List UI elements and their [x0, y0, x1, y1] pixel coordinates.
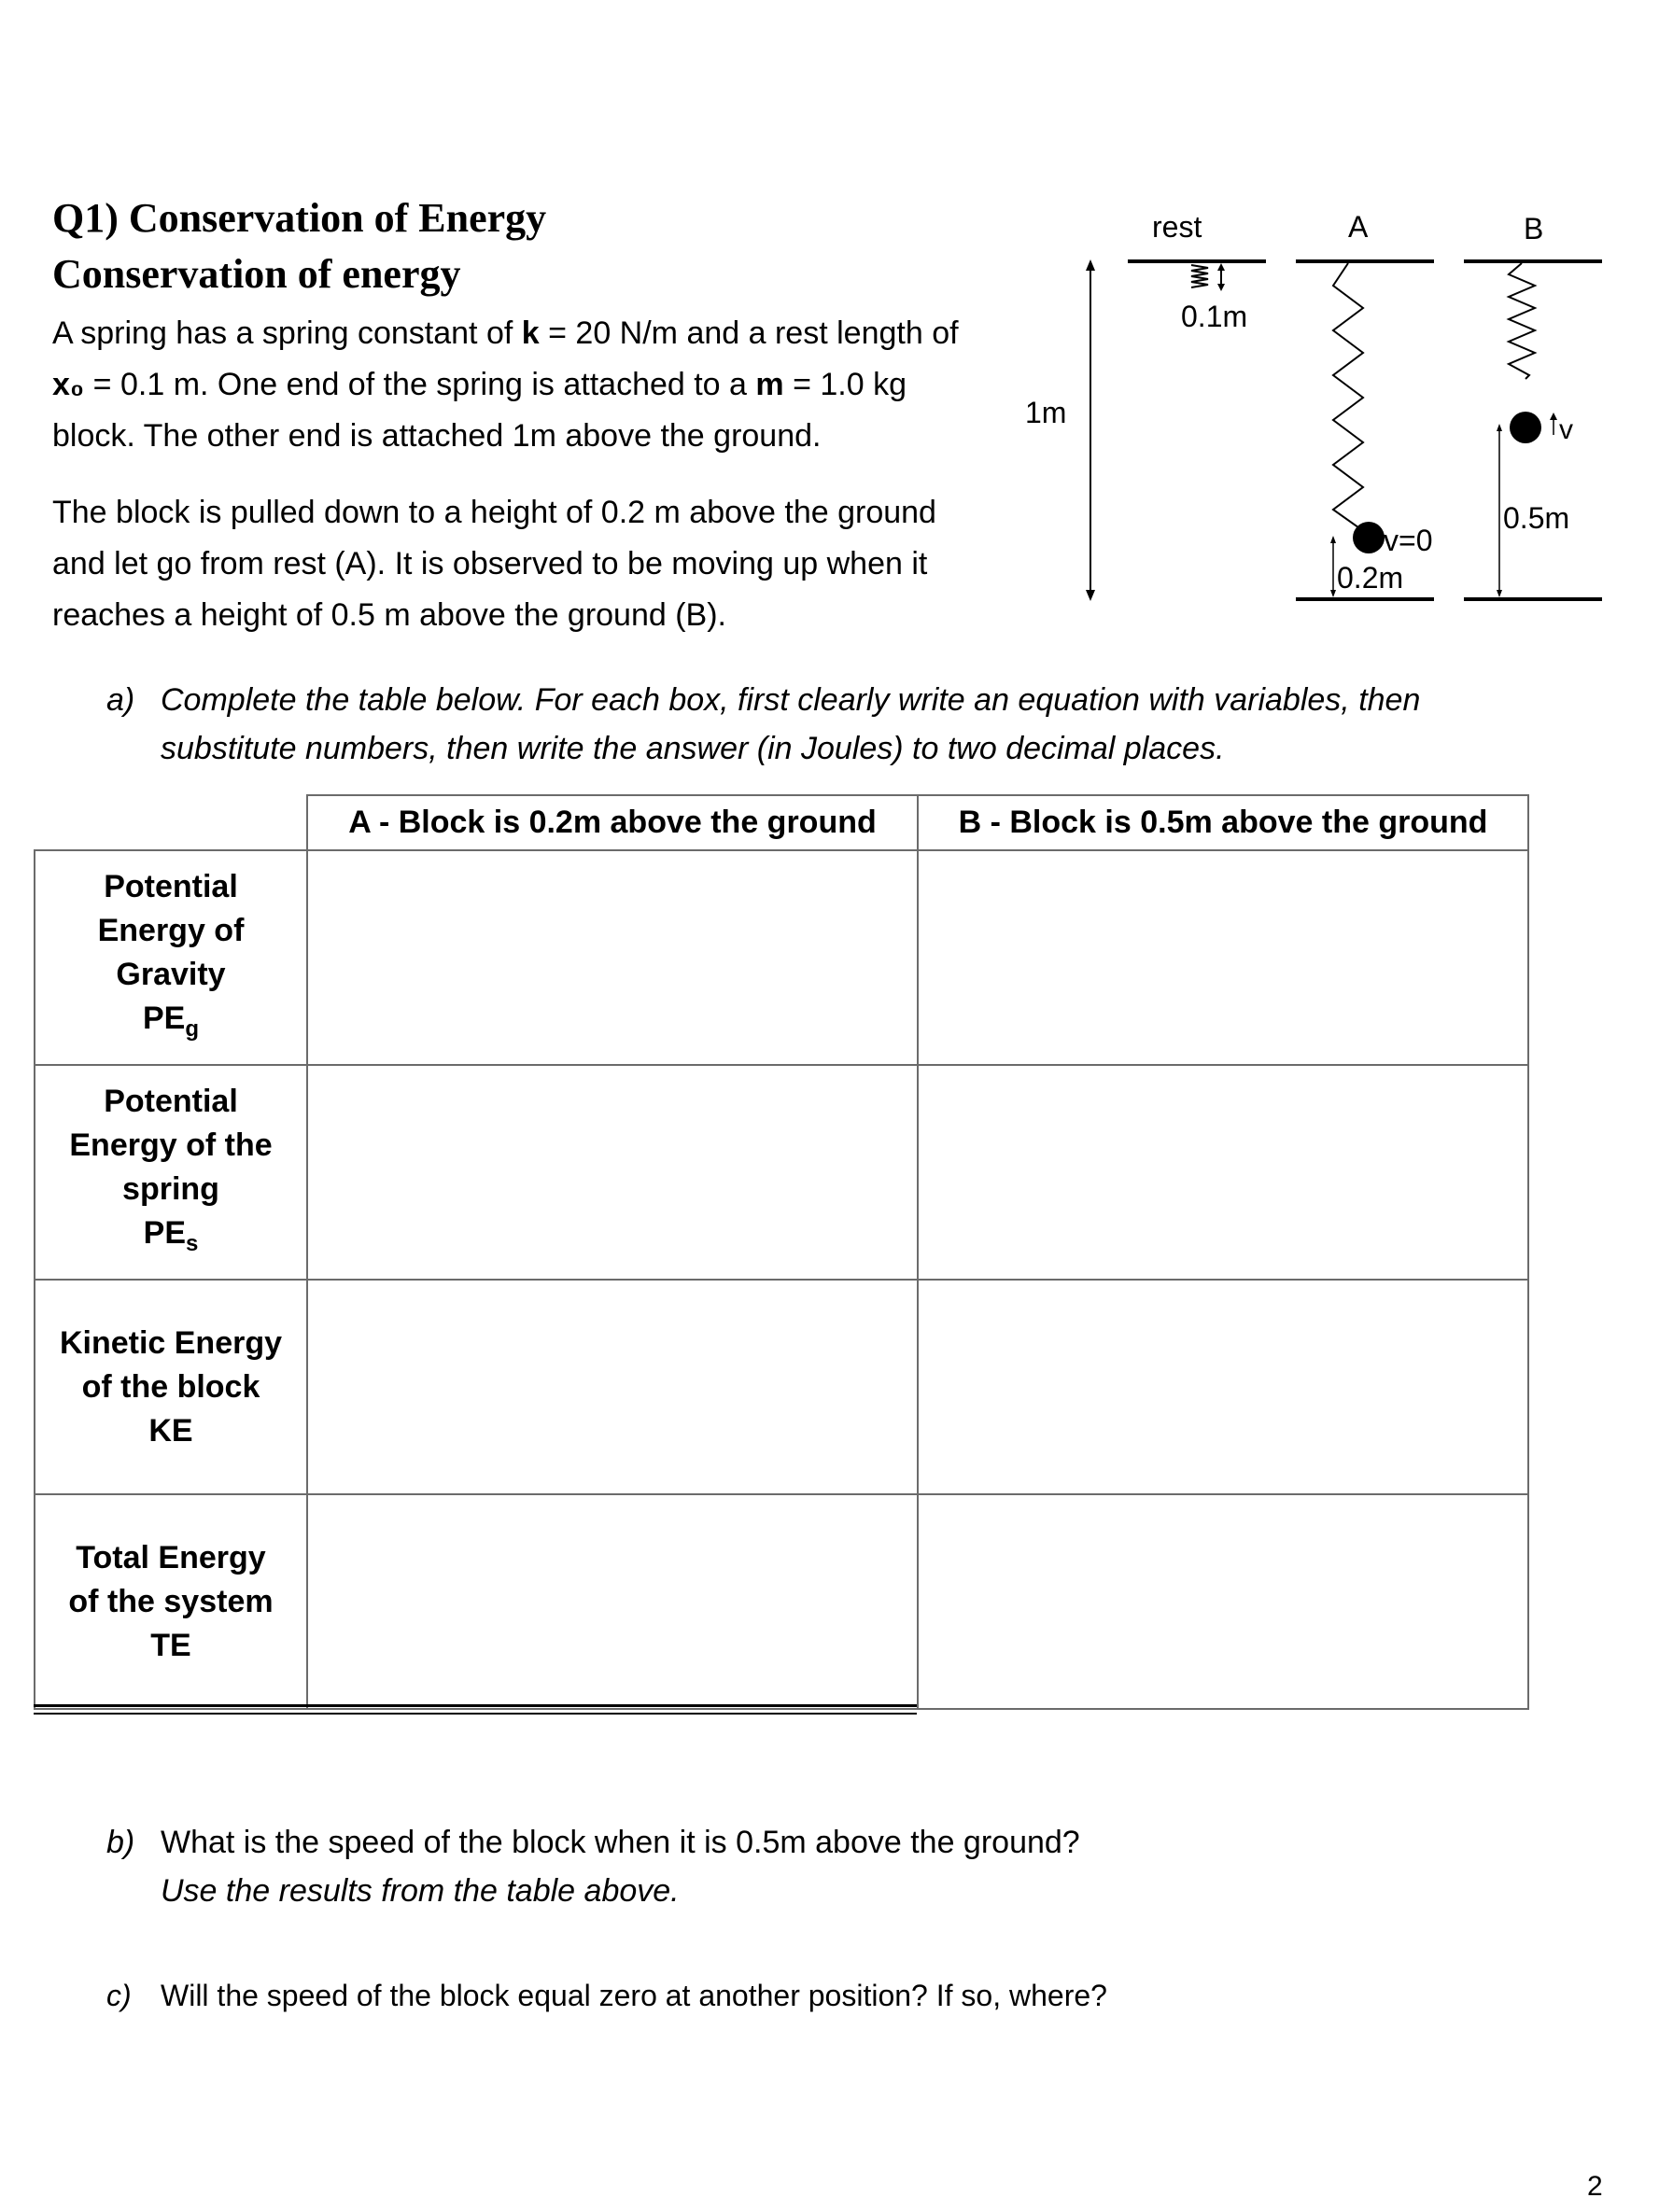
answer-box-ke-b[interactable]	[918, 1280, 1528, 1494]
part-b-question	[106, 1818, 1080, 1915]
row-header-line: Potential	[104, 868, 238, 904]
b-block	[1510, 412, 1541, 443]
answer-box-te-b[interactable]	[918, 1494, 1528, 1709]
row-header-line: of the block	[81, 1368, 260, 1405]
rest-length-label: 0.1m	[1181, 300, 1248, 333]
x0-symbol: x₀	[52, 367, 85, 402]
row-header-line: Gravity	[116, 956, 226, 992]
page-number: 2	[1587, 2171, 1603, 2202]
row-header-line: Energy of the	[69, 1127, 273, 1163]
table-header-row	[35, 795, 1528, 850]
a-height-label: 0.2m	[1337, 561, 1404, 595]
b-height-label: 0.5m	[1503, 501, 1570, 535]
a-height-arrow-bottom	[1330, 590, 1336, 597]
section-subtitle: Conservation of energy	[52, 251, 461, 297]
part-b-text-2: Use the results from the table above.	[161, 1873, 680, 1909]
table-row-peg	[35, 850, 1528, 1065]
column-header-a: A - Block is 0.2m above the ground	[307, 795, 918, 850]
column-header-b: B - Block is 0.5m above the ground	[918, 795, 1528, 850]
row-header-line: of the system	[68, 1583, 274, 1619]
part-b-line-1	[106, 1818, 1080, 1867]
part-a-text-1: Complete the table below. For each box, first clearly write an equation with variables, then	[161, 682, 1421, 718]
answer-box-pes-b[interactable]	[918, 1065, 1528, 1280]
b-height-arrow-bottom	[1497, 590, 1502, 597]
table-underline	[34, 1704, 917, 1707]
row-header-line: Energy of	[97, 912, 245, 948]
row-header-line: Potential	[104, 1083, 238, 1119]
a-spring	[1333, 263, 1367, 536]
row-header-line: Total Energy	[76, 1539, 266, 1575]
question-title: Q1) Conservation of Energy	[52, 195, 547, 241]
rest-arrow-down	[1217, 284, 1225, 291]
b-velocity-arrow-head	[1550, 413, 1557, 420]
row-header-line: TE	[150, 1627, 191, 1663]
intro-text-b: = 20 N/m and a rest length of	[539, 315, 959, 351]
part-a-text-2: substitute numbers, then write the answer (in Joules) to two decimal places.	[161, 731, 1225, 766]
k-symbol: k	[521, 315, 540, 351]
v-zero-label: v=0	[1384, 524, 1433, 557]
part-c-label: c)	[106, 1979, 132, 2012]
height-arrow-bottom	[1086, 590, 1095, 601]
height-arrow-top	[1086, 259, 1095, 271]
rest-label: rest	[1152, 210, 1202, 244]
part-c-question	[106, 1971, 1107, 2020]
answer-box-pes-a[interactable]	[307, 1065, 918, 1280]
answer-box-te-a[interactable]	[307, 1494, 918, 1709]
row-header-pes	[35, 1065, 307, 1280]
table-row-pes	[35, 1065, 1528, 1280]
part-a-label: a)	[106, 682, 135, 718]
row-header-symbol: PE	[142, 1000, 186, 1036]
intro-text-d: = 1.0 kg block. The other end is attached 1m above the ground.	[52, 367, 907, 454]
part-b-label: b)	[106, 1825, 135, 1860]
part-a-question	[106, 676, 1525, 773]
row-header-subscript: s	[186, 1230, 199, 1256]
answer-box-peg-a[interactable]	[307, 850, 918, 1065]
rest-spring	[1191, 265, 1208, 287]
b-velocity-label: v	[1559, 414, 1573, 445]
b-label: B	[1524, 212, 1544, 245]
part-a-line-1	[106, 676, 1525, 724]
a-label: A	[1348, 210, 1369, 244]
intro-text-a: A spring has a spring constant of	[52, 315, 522, 351]
rest-arrow-up	[1217, 263, 1225, 271]
row-header-line: spring	[122, 1170, 219, 1207]
part-b-text-1: What is the speed of the block when it is 0.5m above the ground?	[161, 1825, 1080, 1860]
row-header-subscript: g	[185, 1015, 200, 1042]
table-corner	[35, 795, 307, 850]
b-spring	[1509, 263, 1535, 379]
height-label: 1m	[1025, 396, 1067, 429]
a-block	[1353, 522, 1385, 553]
table-row-ke	[35, 1280, 1528, 1494]
b-height-arrow-top	[1497, 424, 1502, 431]
m-symbol: m	[755, 367, 784, 402]
a-height-arrow-top	[1330, 536, 1336, 543]
answer-box-ke-a[interactable]	[307, 1280, 918, 1494]
intro-text-c: = 0.1 m. One end of the spring is attached to a	[84, 367, 756, 402]
table-row-te	[35, 1494, 1528, 1709]
table-underline-second	[34, 1713, 917, 1715]
answer-box-peg-b[interactable]	[918, 850, 1528, 1065]
energy-table	[34, 794, 1529, 1710]
part-c-text: Will the speed of the block equal zero at another position? If so, where?	[161, 1979, 1107, 2012]
row-header-symbol: PE	[143, 1214, 186, 1251]
spring-diagram	[997, 205, 1632, 616]
row-header-line: Kinetic Energy	[59, 1324, 283, 1361]
row-header-ke	[35, 1280, 307, 1494]
row-header-te	[35, 1494, 307, 1709]
row-header-line: KE	[148, 1412, 193, 1449]
row-header-peg	[35, 850, 307, 1065]
intro-paragraph-1	[52, 308, 995, 462]
intro-paragraph-2: The block is pulled down to a height of 0.2 m above the ground and let go from rest (A). It is observed to be moving up when it reaches a height of 0.5 m above the ground (B).	[52, 495, 936, 633]
